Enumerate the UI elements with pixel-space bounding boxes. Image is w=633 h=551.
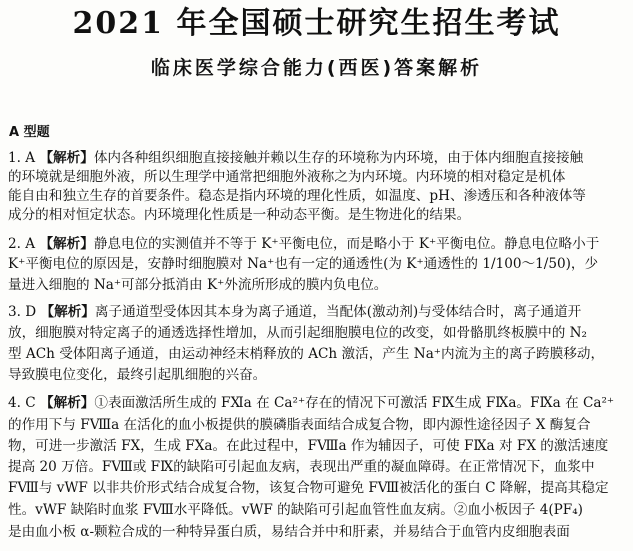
answer-1-line-3: 能自由和独立生存的首要条件。稳态是指内环境的理化性质，如温度、pH、渗透压和各种液体等 [8,188,586,204]
analysis-tag: 【解析】 [39,150,94,166]
section-heading: A 型题 [9,125,50,140]
analysis-tag: 【解析】 [40,395,95,411]
answer-text: 离子通道型受体因其本身为离子通道，当配体(激动剂)与受体结合时，离子通道开 [94,304,582,320]
answer-4-line-7: 是由血小板 α-颗粒合成的一种特异蛋白质，易结合并中和肝素，并易结合于血管内皮细胞表面 [8,524,570,540]
answer-2-line-3: 量进入细胞的 Na⁺可部分抵消由 K⁺外流所形成的膜内负电位。 [8,277,388,293]
answer-3-line-1 [8,303,622,321]
answer-2-line-1 [8,235,622,253]
answer-3-line-3: 型 ACh 受体阳离子通道，由运动神经末梢释放的 ACh 激活，产生 Na⁺内流为主的离子跨膜移动， [8,346,605,362]
analysis-tag: 【解析】 [40,304,95,320]
page-subtitle: 临床医学综合能力(西医)答案解析 [150,57,483,79]
answer-text: ①表面激活所生成的 FⅪa 在 Ca²⁺存在的情况下可激活 FⅨ生成 FⅨa。FⅨa 在 Ca²⁺ [94,395,615,411]
page-title: 2021 年全国硕士研究生招生考试 [72,6,561,41]
answer-4-line-1 [8,394,622,412]
answer-number: 4. C [8,395,41,411]
answer-3-line-4: 导致膜电位变化，最终引起肌细胞的兴奋。 [8,367,267,383]
answer-number: 3. D [8,304,41,320]
answer-4-line-5: FⅧ与 vWF 以非共价形式结合成复合物，该复合物可避免 FⅧ被活化的蛋白 C 降解，提高其稳定 [8,480,609,496]
answer-number: 2. A [8,236,40,252]
answer-4-line-6: 性。vWF 缺陷时血浆 FⅧ水平降低。vWF 的缺陷可引起血管性血友病。②血小板因子 4(PF₄) [8,502,583,518]
answer-4-line-3: 物，可进一步激活 FX，生成 FXa。在此过程中，FⅧa 作为辅因子，可使 FⅨa 对 FX 的激活速度 [8,438,609,454]
answer-1-line-4: 成分的相对恒定状态。内环境理化性质是一种动态平衡。是生物进化的结果。 [8,207,471,223]
answer-1-line-1 [8,149,622,167]
analysis-tag: 【解析】 [39,236,94,252]
answer-4-line-2: 的作用下与 FⅧa 在活化的血小板提供的膜磷脂表面结合成复合物，即内源性途径因子 X 酶复合 [8,417,591,433]
answer-1-line-2: 的环境就是细胞外液，所以生理学中通常把细胞外液称之为内环境。内环境的相对稳定是机体 [8,169,566,185]
answer-text: 静息电位的实测值并不等于 K⁺平衡电位，而是略小于 K⁺平衡电位。静息电位略小于 [93,236,600,252]
answer-3-line-2: 放，细胞膜对特定离子的通透选择性增加，从而引起细胞膜电位的改变，如骨骼肌终板膜中的 N₂ [8,325,588,341]
answer-2-line-2: K⁺平衡电位的原因是，安静时细胞膜对 Na⁺也有一定的通透性(为 K⁺通透性的 1/100～1/50)，少 [8,256,599,272]
answer-text: 体内各种组织细胞直接接触并赖以生存的环境称为内环境，由于体内细胞直接接触 [93,150,584,166]
answer-number: 1. A [8,150,40,166]
answer-4-line-4: 提高 20 万倍。FⅧ或 FⅨ的缺陷可引起血友病，表现出严重的凝血障碍。在正常情况下，血浆中 [8,459,595,475]
